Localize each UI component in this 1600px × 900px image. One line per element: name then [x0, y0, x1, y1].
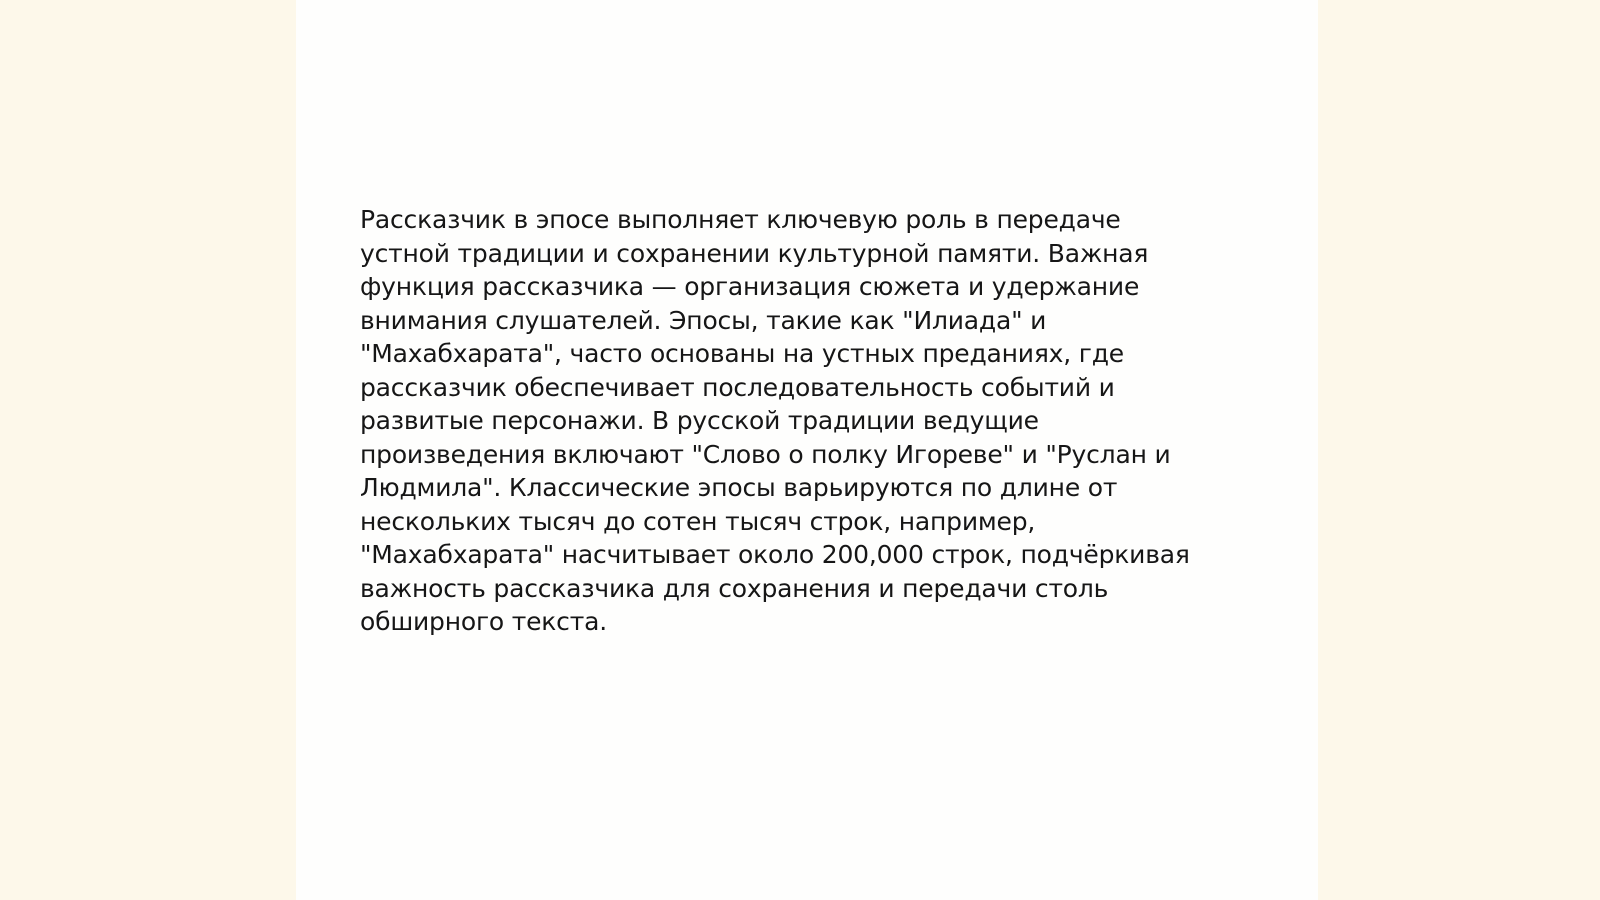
document-page — [296, 0, 1318, 900]
body-paragraph: Рассказчик в эпосе выполняет ключевую роль в передаче устной традиции и сохранении культурной памяти. Важная функция рассказчика — организация сюжета и удержание внимания слушателей. Эпосы, такие как "Илиада" и "Махабхарата", часто основаны на устных преданиях, где рассказчик обеспечивает последовательность событий и развитые персонажи. В русской традиции ведущие произведения включают "Слово о полку Игореве" и "Руслан и Людмила". Классические эпосы варьируются по длине от нескольких тысяч до сотен тысяч строк, например, "Махабхарата" насчитывает около 200,000 строк, подчёркивая важность рассказчика для сохранения и передачи столь обширного текста. — [360, 205, 1190, 636]
